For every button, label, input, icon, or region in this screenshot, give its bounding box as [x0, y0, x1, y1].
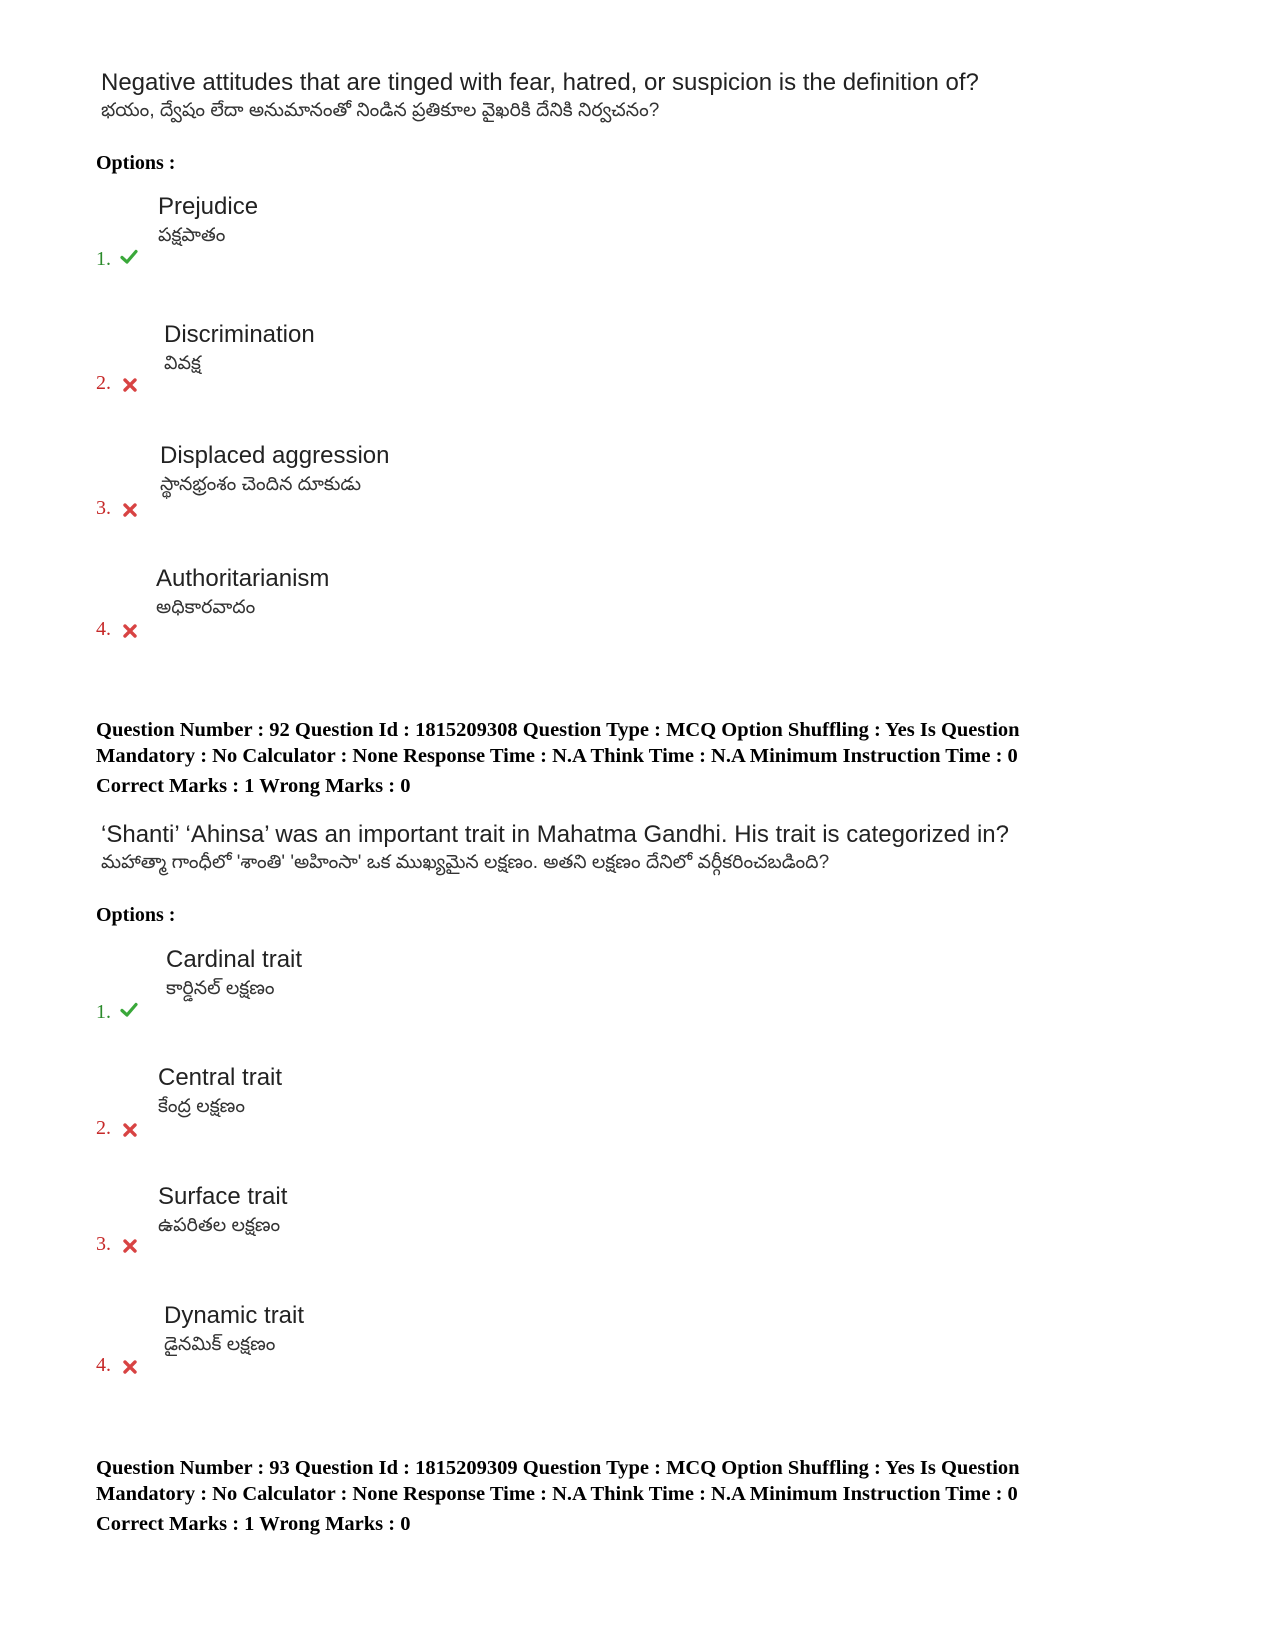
- question-92-telugu: మహాత్మా గాంధీలో 'శాంతి' 'అహింసా' ఒక ముఖ్యమైన లక్షణం. అతని లక్షణం దేనిలో వర్గీకరించబడింది?: [101, 852, 830, 873]
- question-91-text: [101, 68, 979, 124]
- options-label: Options :: [96, 904, 176, 926]
- option-english: Dynamic trait: [164, 1302, 305, 1329]
- options-label: Options :: [96, 152, 176, 174]
- option-english: Surface trait: [158, 1183, 288, 1210]
- option-english: Cardinal trait: [166, 946, 303, 973]
- option-telugu: అధికారవాదం: [156, 597, 256, 618]
- option-english: Prejudice: [158, 193, 259, 220]
- cross-icon: [121, 1237, 139, 1255]
- option-number: 1.: [96, 248, 111, 270]
- question-92-text: [101, 820, 1009, 876]
- option-english: Displaced aggression: [160, 442, 390, 469]
- option-telugu: పక్షపాతం: [158, 225, 226, 246]
- meta-line-1: Question Number : 93 Question Id : 1815209309 Question Type : MCQ Option Shuffling : Yes Is Question: [96, 1457, 1020, 1479]
- question-92-marks: Correct Marks : 1 Wrong Marks : 0: [96, 775, 411, 797]
- question-93-meta: [96, 1455, 1206, 1537]
- option-number: 2.: [96, 1117, 111, 1139]
- option-number: 4.: [96, 1354, 111, 1376]
- option-number: 4.: [96, 618, 111, 640]
- option-telugu: స్థానభ్రంశం చెందిన దూకుడు: [160, 474, 362, 495]
- meta-line-1: Question Number : 92 Question Id : 1815209308 Question Type : MCQ Option Shuffling : Yes Is Question: [96, 719, 1020, 741]
- cross-icon: [121, 622, 139, 640]
- check-icon: [120, 248, 138, 266]
- meta-line-2: Mandatory : No Calculator : None Response Time : N.A Think Time : N.A Minimum Instruction Time : 0: [96, 745, 1018, 767]
- cross-icon: [121, 501, 139, 519]
- option-telugu: ఉపరితల లక్షణం: [158, 1215, 281, 1236]
- check-icon: [120, 1001, 138, 1019]
- option-number: 1.: [96, 1001, 111, 1023]
- option-english: Central trait: [158, 1064, 283, 1091]
- question-92-english: ‘Shanti’ ‘Ahinsa’ was an important trait in Mahatma Gandhi. His trait is categorized in?: [101, 821, 1009, 848]
- question-93-marks: Correct Marks : 1 Wrong Marks : 0: [96, 1513, 411, 1535]
- option-number: 3.: [96, 1233, 111, 1255]
- option-english: Authoritarianism: [156, 565, 330, 592]
- option-telugu: వివక్ష: [164, 353, 201, 374]
- option-telugu: కార్డినల్ లక్షణం: [166, 978, 275, 999]
- option-number: 3.: [96, 497, 111, 519]
- question-92-meta: [96, 717, 1206, 799]
- option-telugu: డైనమిక్ లక్షణం: [164, 1334, 276, 1355]
- cross-icon: [121, 1121, 139, 1139]
- option-telugu: కేంద్ర లక్షణం: [158, 1096, 245, 1117]
- cross-icon: [121, 1358, 139, 1376]
- option-number: 2.: [96, 372, 111, 394]
- question-91-english: Negative attitudes that are tinged with fear, hatred, or suspicion is the definition of?: [101, 69, 979, 96]
- option-english: Discrimination: [164, 321, 315, 348]
- question-91-telugu: భయం, ద్వేషం లేదా అనుమానంతో నిండిన ప్రతికూల వైఖరికి దేనికి నిర్వచనం?: [101, 100, 660, 121]
- cross-icon: [121, 376, 139, 394]
- meta-line-2: Mandatory : No Calculator : None Response Time : N.A Think Time : N.A Minimum Instruction Time : 0: [96, 1483, 1018, 1505]
